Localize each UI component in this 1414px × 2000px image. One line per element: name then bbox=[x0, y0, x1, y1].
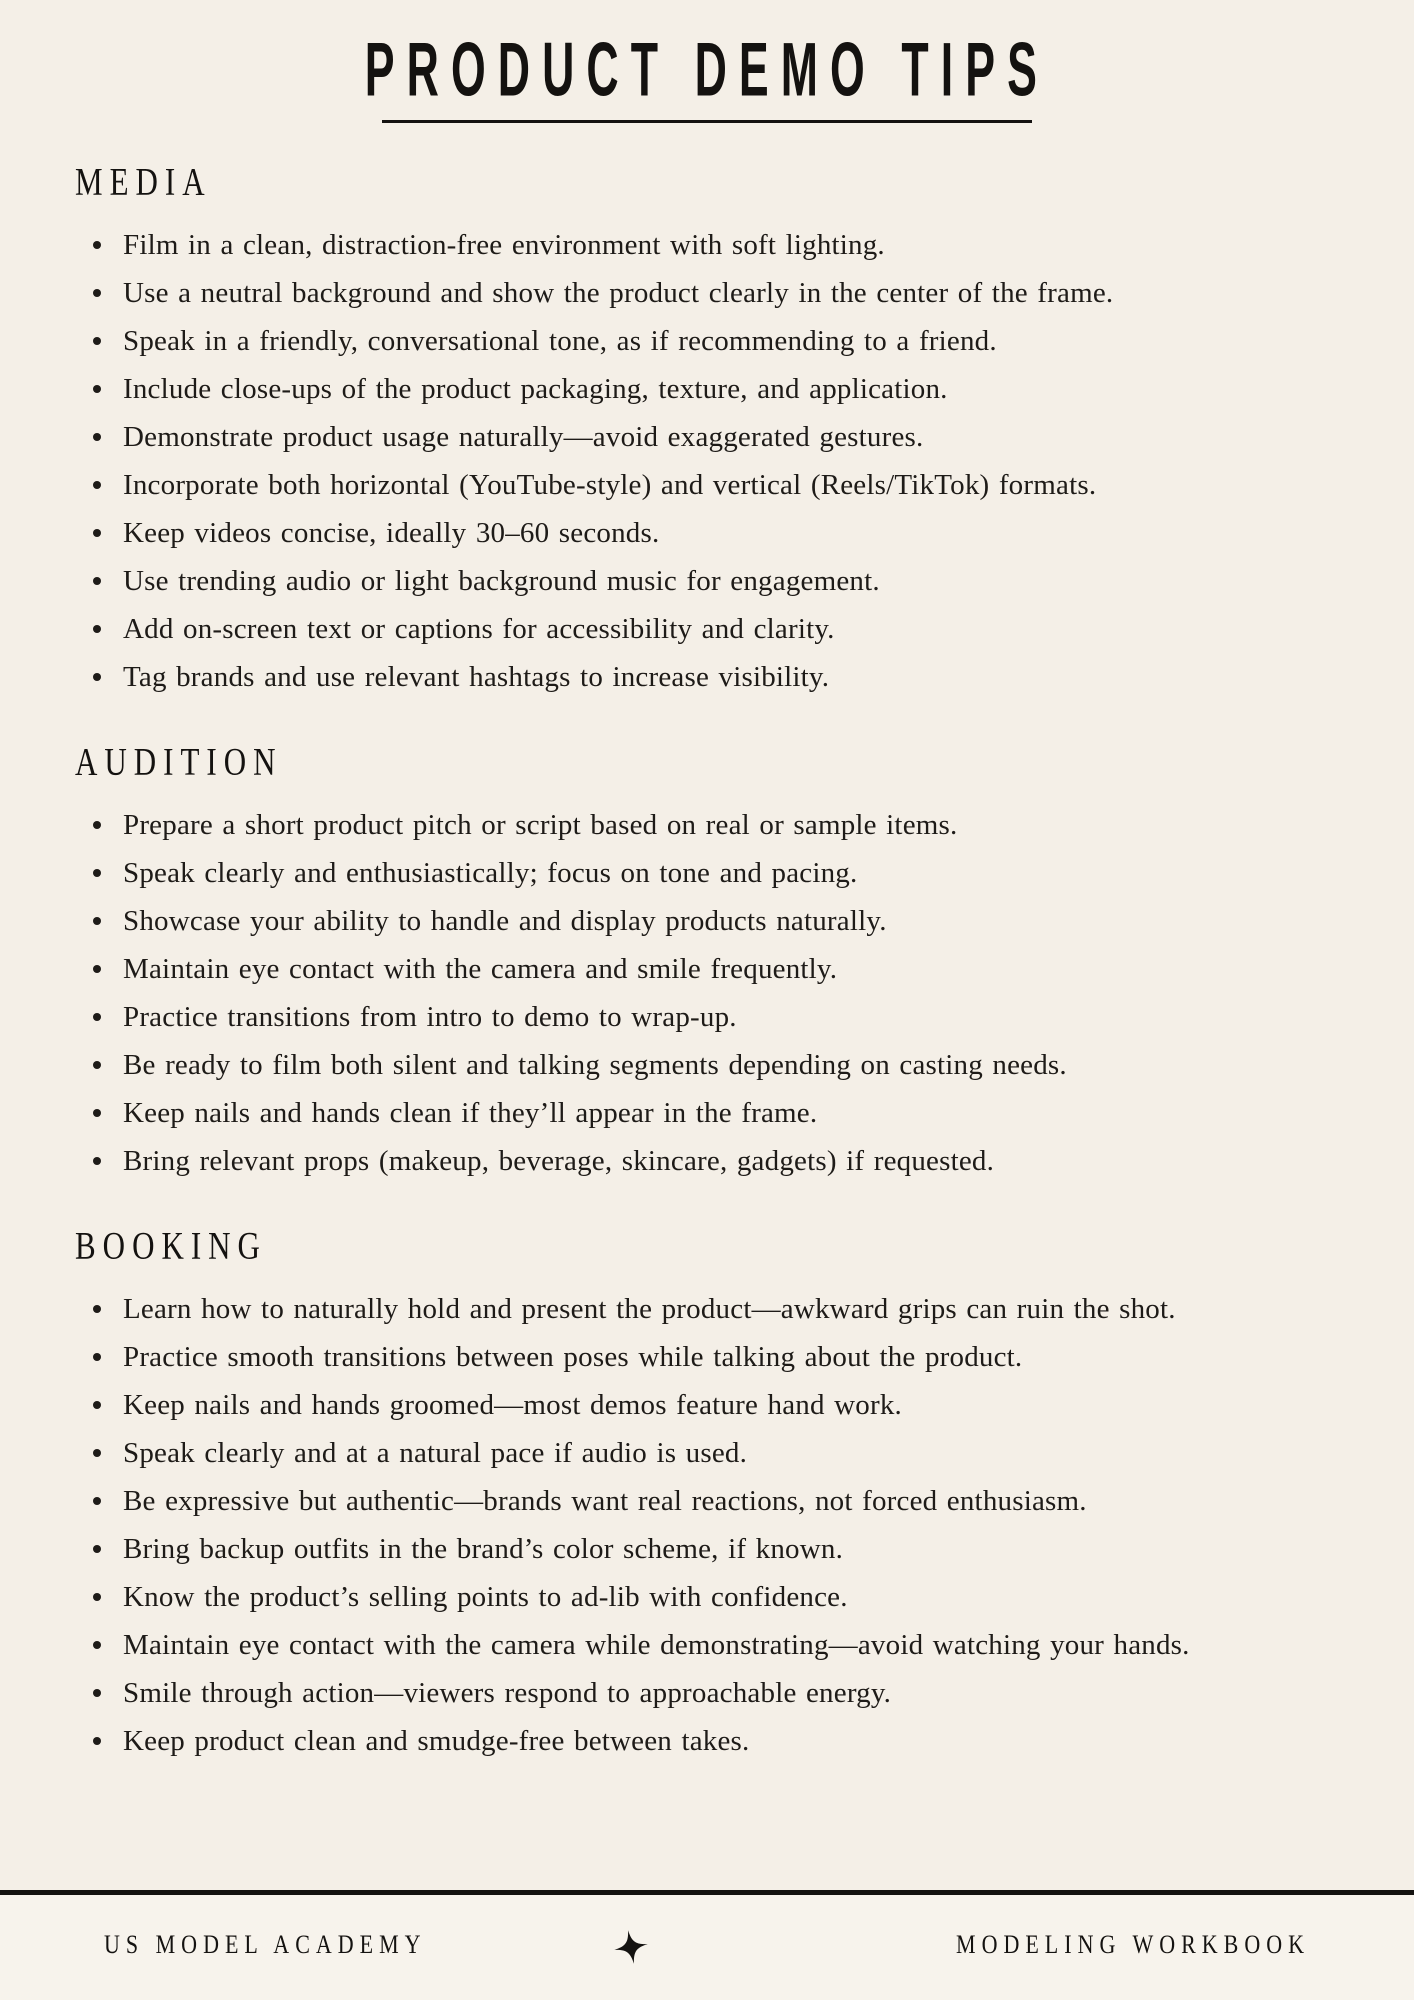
four-point-star-icon bbox=[611, 1922, 652, 1971]
list-item-text: Be expressive but authentic—brands want real reactions, not forced enthusiasm. bbox=[123, 1485, 1087, 1517]
list-item-text: Speak in a friendly, conversational tone, as if recommending to a friend. bbox=[123, 325, 997, 357]
list-item bbox=[75, 849, 1265, 897]
list-item bbox=[75, 461, 1265, 509]
bullet-icon bbox=[93, 1593, 101, 1601]
list-item bbox=[75, 509, 1265, 557]
list-item bbox=[75, 317, 1265, 365]
list-item bbox=[75, 1477, 1265, 1525]
list-item bbox=[75, 413, 1265, 461]
list-item bbox=[75, 1717, 1265, 1765]
bullet-icon bbox=[93, 917, 101, 925]
list-item bbox=[75, 1089, 1265, 1137]
list-item-text: Maintain eye contact with the camera and smile frequently. bbox=[123, 953, 838, 985]
list-item-text: Showcase your ability to handle and display products naturally. bbox=[123, 905, 887, 937]
bullet-icon bbox=[93, 481, 101, 489]
list-item bbox=[75, 1381, 1265, 1429]
list-item-text: Use a neutral background and show the product clearly in the center of the frame. bbox=[123, 277, 1114, 309]
bullet-icon bbox=[93, 577, 101, 585]
tips-section bbox=[75, 739, 1339, 1185]
list-item bbox=[75, 1525, 1265, 1573]
bullet-icon bbox=[93, 1157, 101, 1165]
list-item-text: Maintain eye contact with the camera while demonstrating—avoid watching your hands. bbox=[123, 1629, 1190, 1661]
list-item-text: Know the product’s selling points to ad-lib with confidence. bbox=[123, 1581, 848, 1613]
bullet-icon bbox=[93, 1061, 101, 1069]
bullet-icon bbox=[93, 1689, 101, 1697]
bullet-icon bbox=[93, 1013, 101, 1021]
list-item-text: Practice smooth transitions between poses while talking about the product. bbox=[123, 1341, 1023, 1373]
bullet-icon bbox=[93, 385, 101, 393]
bullet-icon bbox=[93, 1401, 101, 1409]
list-item bbox=[75, 1285, 1265, 1333]
bullet-icon bbox=[93, 869, 101, 877]
bullet-icon bbox=[93, 1109, 101, 1117]
list-item bbox=[75, 1669, 1265, 1717]
list-item-text: Add on-screen text or captions for accessibility and clarity. bbox=[123, 613, 835, 645]
bullet-icon bbox=[93, 625, 101, 633]
page-title-block bbox=[0, 29, 1414, 118]
list-item-text: Practice transitions from intro to demo to wrap-up. bbox=[123, 1001, 737, 1033]
list-item-text: Bring relevant props (makeup, beverage, skincare, gadgets) if requested. bbox=[123, 1145, 995, 1177]
bullet-icon bbox=[93, 1305, 101, 1313]
footer bbox=[0, 1890, 1414, 2000]
list-item bbox=[75, 269, 1265, 317]
list-item bbox=[75, 801, 1265, 849]
bullet-icon bbox=[93, 289, 101, 297]
title-underline bbox=[382, 120, 1032, 123]
list-item-text: Learn how to naturally hold and present the product—awkward grips can ruin the shot. bbox=[123, 1293, 1176, 1325]
list-item-text: Bring backup outfits in the brand’s color scheme, if known. bbox=[123, 1533, 844, 1565]
footer-workbook: MODELING WORKBOOK bbox=[956, 1928, 1310, 1959]
bullet-icon bbox=[93, 433, 101, 441]
list-item bbox=[75, 993, 1265, 1041]
list-item-text: Speak clearly and at a natural pace if audio is used. bbox=[123, 1437, 748, 1469]
list-item bbox=[75, 1573, 1265, 1621]
list-item-text: Tag brands and use relevant hashtags to increase visibility. bbox=[123, 661, 830, 693]
bullet-list bbox=[75, 221, 1265, 701]
bullet-icon bbox=[93, 1545, 101, 1553]
list-item bbox=[75, 1137, 1265, 1185]
bullet-icon bbox=[93, 1449, 101, 1457]
list-item-text: Keep videos concise, ideally 30–60 seconds. bbox=[123, 517, 660, 549]
bullet-list bbox=[75, 801, 1265, 1185]
tips-section bbox=[75, 1223, 1339, 1765]
bullet-icon bbox=[93, 1353, 101, 1361]
list-item bbox=[75, 221, 1265, 269]
list-item-text: Keep nails and hands groomed—most demos feature hand work. bbox=[123, 1389, 902, 1421]
bullet-icon bbox=[93, 673, 101, 681]
sections bbox=[0, 159, 1414, 1765]
bullet-icon bbox=[93, 529, 101, 537]
list-item-text: Speak clearly and enthusiastically; focus on tone and pacing. bbox=[123, 857, 858, 889]
footer-brand: US MODEL ACADEMY bbox=[104, 1928, 427, 1959]
list-item-text: Include close-ups of the product packaging, texture, and application. bbox=[123, 373, 948, 405]
list-item-text: Demonstrate product usage naturally—avoid exaggerated gestures. bbox=[123, 421, 924, 453]
section-heading: BOOKING bbox=[75, 1223, 267, 1268]
bullet-icon bbox=[93, 1497, 101, 1505]
list-item-text: Film in a clean, distraction-free environment with soft lighting. bbox=[123, 229, 885, 261]
bullet-icon bbox=[93, 337, 101, 345]
list-item bbox=[75, 1041, 1265, 1089]
list-item bbox=[75, 1333, 1265, 1381]
bullet-icon bbox=[93, 1641, 101, 1649]
bullet-icon bbox=[93, 1737, 101, 1745]
list-item bbox=[75, 945, 1265, 993]
list-item-text: Use trending audio or light background music for engagement. bbox=[123, 565, 880, 597]
list-item bbox=[75, 605, 1265, 653]
list-item bbox=[75, 1429, 1265, 1477]
bullet-icon bbox=[93, 965, 101, 973]
page-title: PRODUCT DEMO TIPS bbox=[364, 29, 1050, 113]
list-item bbox=[75, 557, 1265, 605]
bullet-icon bbox=[93, 821, 101, 829]
list-item bbox=[75, 897, 1265, 945]
list-item bbox=[75, 653, 1265, 701]
list-item-text: Prepare a short product pitch or script based on real or sample items. bbox=[123, 809, 958, 841]
list-item-text: Keep product clean and smudge-free between takes. bbox=[123, 1725, 750, 1757]
footer-divider bbox=[0, 1890, 1414, 1895]
footer-row bbox=[0, 1925, 1414, 1969]
list-item bbox=[75, 1621, 1265, 1669]
list-item bbox=[75, 365, 1265, 413]
bullet-list bbox=[75, 1285, 1265, 1765]
list-item-text: Keep nails and hands clean if they’ll appear in the frame. bbox=[123, 1097, 818, 1129]
section-heading: AUDITION bbox=[75, 739, 283, 784]
list-item-text: Be ready to film both silent and talking segments depending on casting needs. bbox=[123, 1049, 1067, 1081]
list-item-text: Incorporate both horizontal (YouTube-style) and vertical (Reels/TikTok) formats. bbox=[123, 469, 1097, 501]
tips-section bbox=[75, 159, 1339, 701]
bullet-icon bbox=[93, 241, 101, 249]
list-item-text: Smile through action—viewers respond to approachable energy. bbox=[123, 1677, 892, 1709]
section-heading: MEDIA bbox=[75, 159, 212, 204]
